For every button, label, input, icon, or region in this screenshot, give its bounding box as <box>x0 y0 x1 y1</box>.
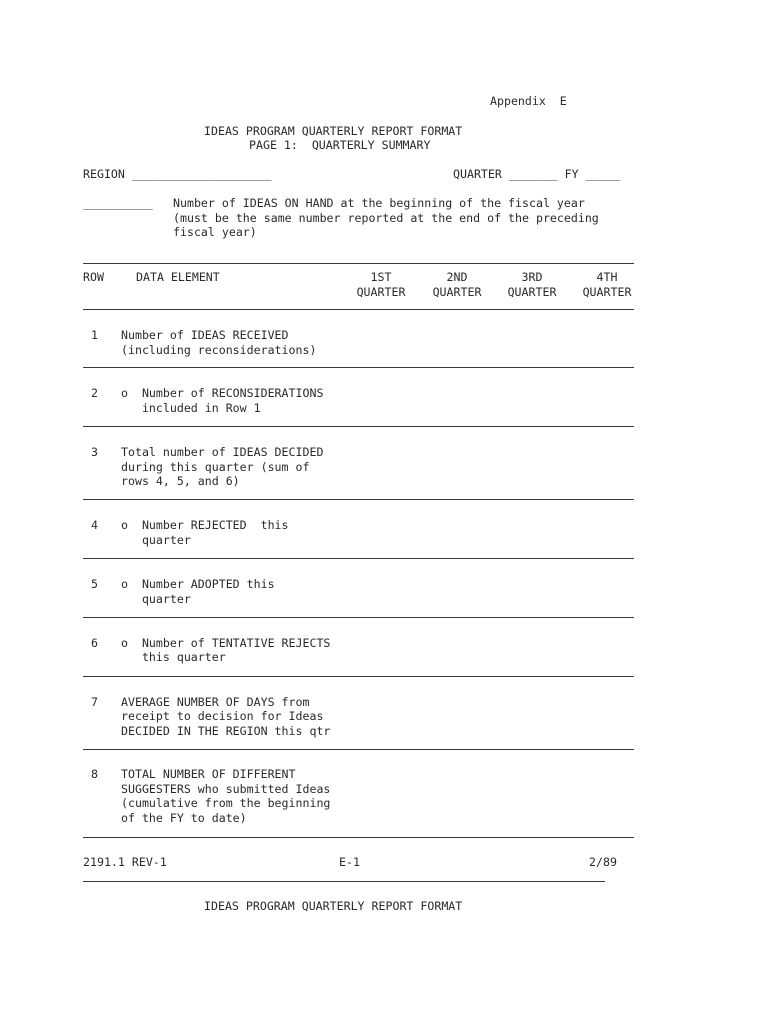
on-hand-text-line: fiscal year) <box>173 225 257 239</box>
appendix-label: Appendix E <box>490 94 567 108</box>
row-number: 2 <box>91 386 98 400</box>
col-header-q2: 2ND <box>446 270 468 284</box>
quarter-fy-field: QUARTER _______ FY _____ <box>453 167 621 181</box>
footer-page-number: E-1 <box>339 855 360 869</box>
footer-divider <box>83 881 605 882</box>
row-text-line: o Number of TENTATIVE REJECTS <box>121 636 331 650</box>
row-number: 5 <box>91 577 98 591</box>
row-number: 3 <box>91 445 98 459</box>
col-header-q3: 3RD <box>521 270 543 284</box>
row-text-line: DECIDED IN THE REGION this qtr <box>121 724 331 738</box>
row-text-line: (including reconsiderations) <box>121 343 317 357</box>
divider <box>83 617 634 618</box>
report-title: IDEAS PROGRAM QUARTERLY REPORT FORMAT <box>204 124 463 138</box>
col-header-q3-sub: QUARTER <box>507 285 557 299</box>
row-text-line: Number of IDEAS RECEIVED <box>121 328 289 342</box>
divider <box>83 426 634 427</box>
col-header-q1-sub: QUARTER <box>356 285 406 299</box>
divider <box>83 499 634 500</box>
row-text-line: AVERAGE NUMBER OF DAYS from <box>121 695 310 709</box>
col-header-q4: 4TH <box>596 270 618 284</box>
row-text-line: rows 4, 5, and 6) <box>121 474 240 488</box>
row-text-line: o Number REJECTED this <box>121 518 289 532</box>
row-text-line: SUGGESTERS who submitted Ideas <box>121 782 331 796</box>
footer-doc-id: 2191.1 REV-1 <box>83 855 167 869</box>
on-hand-text-line: (must be the same number reported at the end of the preceding <box>173 211 599 225</box>
row-text-line: included in Row 1 <box>121 401 261 415</box>
report-subtitle: PAGE 1: QUARTERLY SUMMARY <box>249 138 431 152</box>
row-text-line: TOTAL NUMBER OF DIFFERENT <box>121 767 296 781</box>
row-text-line: quarter <box>121 533 191 547</box>
row-number: 1 <box>91 328 98 342</box>
col-header-q1: 1ST <box>370 270 392 284</box>
row-text-line: receipt to decision for Ideas <box>121 709 324 723</box>
col-header-data-element: DATA ELEMENT <box>136 270 220 284</box>
next-page-title: IDEAS PROGRAM QUARTERLY REPORT FORMAT <box>204 899 463 913</box>
footer-date: 2/89 <box>589 855 617 869</box>
divider <box>83 309 634 310</box>
divider <box>83 263 634 264</box>
row-text-line: o Number of RECONSIDERATIONS <box>121 386 324 400</box>
region-field: REGION ____________________ <box>83 167 272 181</box>
row-text-line: this quarter <box>121 650 226 664</box>
row-text-line: Total number of IDEAS DECIDED <box>121 445 324 459</box>
divider <box>83 676 634 677</box>
divider <box>83 367 634 368</box>
on-hand-text-line: Number of IDEAS ON HAND at the beginning of the fiscal year <box>173 196 585 210</box>
divider <box>83 837 634 838</box>
row-text-line: (cumulative from the beginning <box>121 796 331 810</box>
row-text-line: during this quarter (sum of <box>121 460 310 474</box>
divider <box>83 749 634 750</box>
divider <box>83 558 634 559</box>
row-text-line: quarter <box>121 592 191 606</box>
row-text-line: of the FY to date) <box>121 811 247 825</box>
row-text-line: o Number ADOPTED this <box>121 577 275 591</box>
col-header-q2-sub: QUARTER <box>432 285 482 299</box>
col-header-row: ROW <box>83 270 104 284</box>
row-number: 4 <box>91 518 98 532</box>
row-number: 8 <box>91 767 98 781</box>
col-header-q4-sub: QUARTER <box>582 285 632 299</box>
row-number: 6 <box>91 636 98 650</box>
on-hand-blank: __________ <box>83 196 153 210</box>
row-number: 7 <box>91 695 98 709</box>
